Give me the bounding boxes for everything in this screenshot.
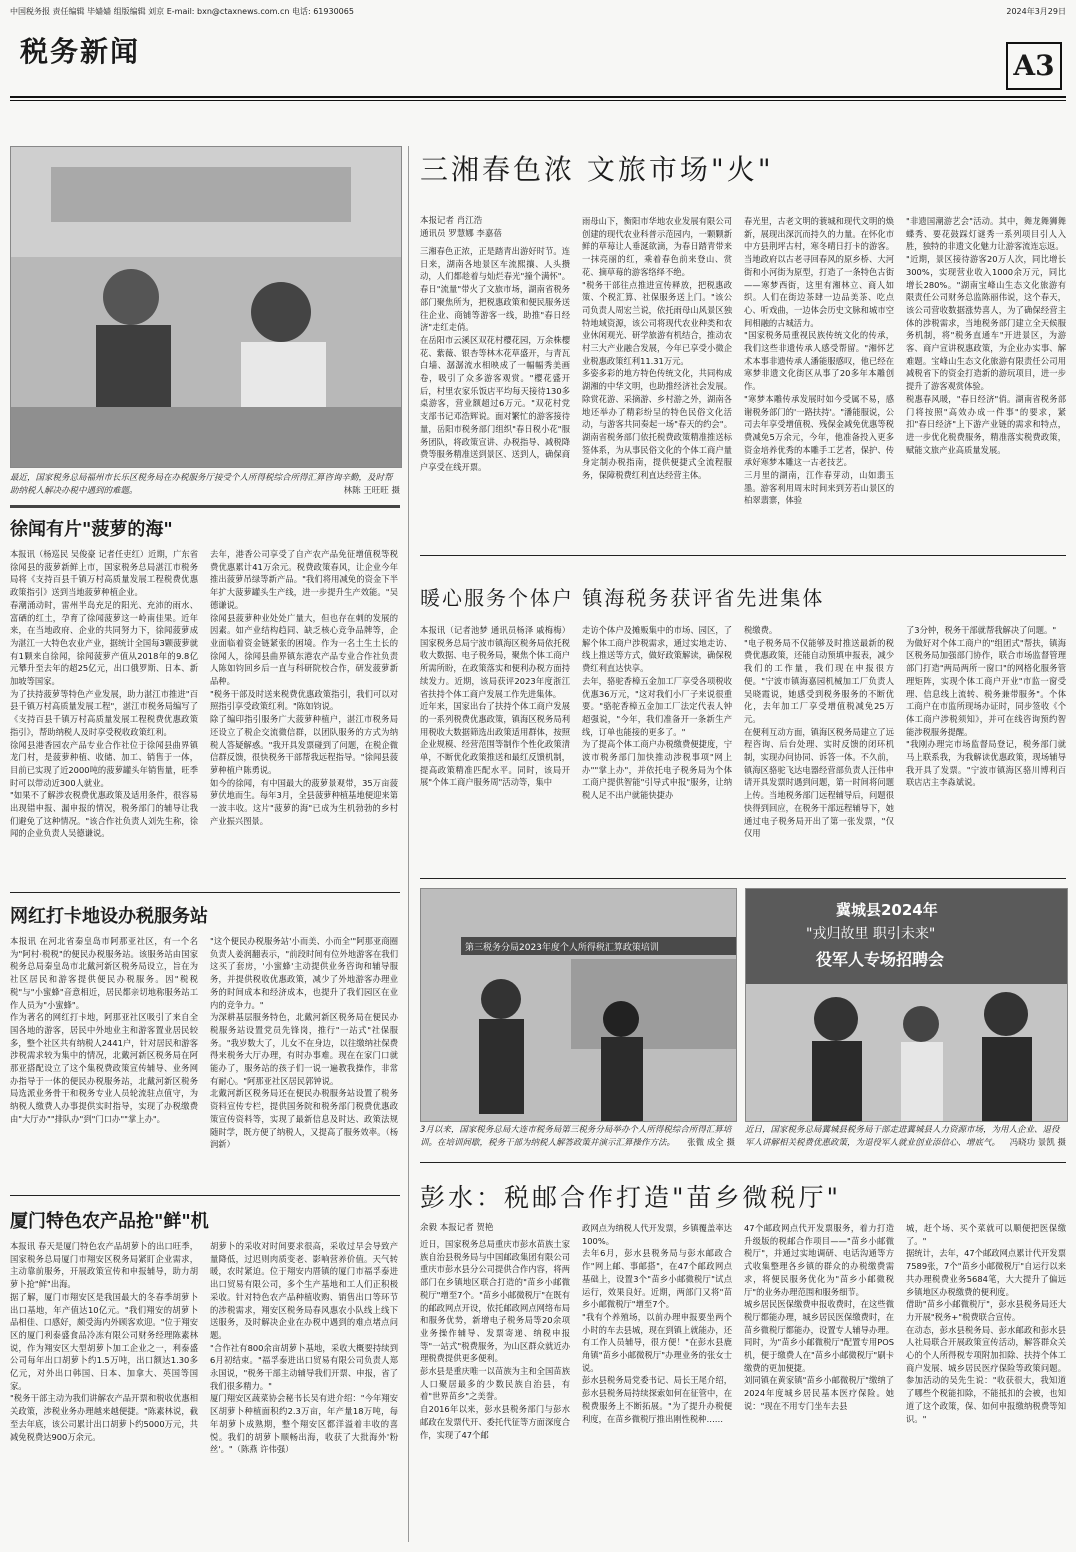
sanxiang-col1: 三湘春色正浓，正是踏青出游好时节。连日来，湖南各地景区车流熙攘、人头攒动，人们都趁着与灿烂春光"撞个满怀"。春日"流量"带火了文旅市场，湖南省税务部门聚焦所为，把税惠政策和便民服务送往企业、商铺等游客一线，助推"春日经济"走红走俏。 在岳阳市云溪区双花村樱花园，万余株樱花、紫薇、银杏等林木花草盛开，与青瓦白墙、潺潺流水相映成了一幅幅秀美画卷，吸引了众多游客观赏。"樱花盛开后，村里农家乐饭店平均每天接待130多桌游客，营业额超过6万元。"双花村党支部书记邓浩辉说。面对繁忙的游客接待量，岳阳市税务部门组织"春日税小花"服务团队，将政策宣讲、办税指导、减税降费等服务精准送到景区、送到人，确保商户享受在线开票。 (420, 246, 570, 472)
divider (420, 1162, 1066, 1163)
banner-title: 冀城县2024年 (836, 901, 938, 919)
photo-dalian-training (420, 888, 737, 1122)
caption-text: 最近，国家税务总局福州市长乐区税务局在办税服务厅接受个人所得税综合所得汇算咨询辛勤，及时帮助纳税人解决办税中遇到的难题。 (10, 473, 393, 496)
headline-wanghong: 网红打卡地设办税服务站 (10, 906, 208, 927)
wanghong-col1: 本报讯 在河北省秦皇岛市阿那亚社区，有一个名为"阿村·税税"的便民办税服务站。该服务站由国家税务总局秦皇岛市北戴河新区税务局设立，旨在为社区居民和游客提供便民办税服务。因"税税税"与"小蜜蜂"音意相近，居民都亲切地称服务站工作人员为"小蜜蜂"。 作为著名的网红打卡地，阿那亚社区吸引了来自全国各地的游客，居民中外地业主和游客置业居民较多，整个社区共有纳税人2441户，针对居民和游客涉税需求较为集中的情况，北戴河新区税务局在阿那亚搭配设立了这个集税费政策宣传辅导、业务网办指导于一体的便民办税服务站，北戴河新区税务局选派业务骨干和税务专业人员轮流驻点值守，为纳税人缴费人办事提供实时指导，实现了办税缴费由"大厅办""排队办"到"门口办""掌上办"。 (10, 936, 198, 1124)
header-info: 中国税务报 责任编辑 毕嫱嫱 组版编辑 刘京 E-mail: bxn@ctaxnews.com.cn 电话: 61930065 (10, 7, 354, 16)
photo-left2-caption (420, 1124, 735, 1150)
pengshui-col4: 城，赶个场、买个菜就可以顺便把医保缴了。" 据统计，去年，47个邮政网点累计代开发票7589张，7个"苗乡小邮微税厅"自运行以来共办理税费业务5684笔，大大提升了偏远乡镇地区办税缴费的便利度。 借助"苗乡小邮微税厅"，彭水县税务局还大力开展"税务+"税费联合宣传。 在动态，彭水县税务局、彭水邮政和彭水县人社局联合开展政策宣传活动，解答群众关心的个人所得税专项附加扣除、扶持个体工商户发展、城乡居民医疗保险等政策问题。参加活动的吴先生说："收获很大，我知道了哪些个税能扣除，不能抵扣的会被，也知道了这个政策，保、如何申报缴纳税费等知识。" (906, 1223, 1066, 1424)
divider (10, 892, 400, 893)
section-bar (10, 505, 400, 508)
caption-byline: 张微 成全 摄 (687, 1138, 735, 1148)
headline-sanxiang: 三湘春色浓 文旅市场"火" (420, 153, 774, 186)
photo-illustration (11, 147, 401, 467)
photo-illustration (421, 889, 736, 1121)
caption-text: 3月以来，国家税务总局大连市税务局第三税务分局举办个人所得税综合所得汇算培训。在培训间歇，税务干部为纳税人解答政策并演示汇算操作方法。 (420, 1125, 732, 1148)
sanxiang-col3: 春光里，古老文明的蓑城和现代文明的焕新，展现出深沉而持久的力量。在怀化市中方县荆坪古村，寒冬晴日打卡的游客。当地政府以古老寻回春风的原乡桥、大河街和小河街为原型，打造了一条特色古街——寒梦西街，这里有湘林立、商人如织。人们在街边茶肆一边品美茶、吃点心、听戏曲，一边体会历史文脉和城市空间相融的古城活力。 "国家税务局重视民族传统文化的传承，我们这些非遗传承人感受帮留。"湘怀艺术本事非遗传承人潘能服感叹，他已经在寒梦非遗文化街区从事了20多年本雕创作。 "寒梦本雕传承发展时如今受属不易，感谢税务部门的'一路扶持'。"潘能服说，公司去年享受增值税、残保金减免优惠等税费减免5万余元，今年，他准备投入更多资金培养优秀的本雕手工艺者，保护、传承好寒梦本雕这一古老技艺。 三月里的湖南，江作春芽动，山如翡玉墨。游客利用周末时间来到芳若山景区的柏翠翡寨，体验 (744, 216, 894, 506)
divider (10, 1195, 400, 1196)
sanxiang-correspondents: 通讯员 罗慧娜 李嘉蓓 (420, 228, 502, 239)
caption-byline: 冯晓功 景凯 摄 (1009, 1138, 1066, 1148)
photo-top-caption (10, 472, 400, 498)
section-title: 税务新闻 (20, 35, 141, 68)
banner-sub2: 役军人专场招聘会 (816, 950, 945, 969)
pineapple-col1: 本报讯（杨巡民 吴俊豪 记者任吏红）近期，广东省徐闻县的菠萝新鲜上市，国家税务总局湛江市税务局将《支持百县千镇万村高质量发展工程税费优惠政策指引》送到当地菠萝种植企业。 春潮涌动时，雷州半岛充足的阳光、充沛的雨水、富硒的红土，孕育了徐闻菠萝这一岭南佳果。近年来，在当地政府、企业的共同努力下，徐闻菠萝成为湛江一大特色农业产业，据统计全国每3颗菠萝就有1颗来自徐闻，徐闻菠萝产值从2018年的9.8亿元攀升至去年的超25亿元，出口俄罗斯、日本、新加坡等国家。 为了扶持菠萝等特色产业发展，助力湛江市推进"百县千镇万村高质量发展工程"，湛江市税务局编写了《支持百县千镇万村高质量发展工程税费优惠政策指引》，帮助纳税人及时享受税收政策红利。 徐闻县港香园农产品专业合作社位于徐闻县曲界镇龙门村，是菠萝种植、收储、加工、销售于一体，目前已实现了近2000吨的菠萝罐头年销售量，旺季时可以带动近300人就业。 "如果不了解涉农税费优惠政策及适用条件，很容易出现错申报、漏申报的情况，税务部门的辅导让我们避免了这种情况。"该合作社负责人刘先生称，徐闻的企业负责人吴德谦说。 (10, 549, 198, 839)
headline-pengshui: 彭水：税邮合作打造"苗乡微税厅" (420, 1183, 841, 1212)
photo-jicheng-job-fair (745, 888, 1068, 1122)
banner-sub: "戎归故里 职引未来" (806, 926, 936, 942)
sanxiang-col4: "非遗国潮游艺会"活动。其中，舞龙舞狮舞蝶秀、要花鼓踩灯谜秀一系列项目引人入胜，独特的非遗文化魅力让游客流连忘返。 "近期，景区接待游客20万人次，同比增长300%，实现营业收入1000余万元，同比增长280%。"湖南宝峰山生态文化旅游有限责任公司财务总监陈丽伟说，这个春天，该公司营收数据涨势喜人，为了确保经营主体的涉税需求，当地税务部门建立全天候服务机制，将"税务直通车"开进景区，为游客、商户宣讲税惠政策，为企业办实事、解难题。宝峰山生态文化旅游有限责任公司用减税省下的资金打造新的游玩项目，进一步提升了游客观赏体验。 税惠春风暖，"春日经济"俏。湖南省税务部门将按照"高效办成一件事"的要求，紧扣"春日经济"上下游产业链的需求和特点，进一步优化税费服务，精准落实税费政策，赋能文旅产业高质量发展。 (906, 216, 1066, 455)
headline-pineapple: 徐闻有片"菠萝的海" (10, 519, 173, 540)
column-divider (408, 146, 409, 1542)
zhenhai-col1: 本报讯（记者池梦 通讯员杨泽 戚梅梅）国家税务总局宁波市镇海区税务局依托税收大数据、电子税务局，聚焦个体工商户所需所盼，在政策落实和便利办税方面持续发力。近期，该局获评2023年度浙江省扶持个体工商户发展工作先进集体。 近年来，国家出台了扶持个体工商户发展的一系列税费优惠政策，镇海区税务局利用税收大数据筛选出政策适用群体，按照企业规模、经营范围等制作个性化政策清单，不断优化政策推送和最红反馈机制，提高政策精准匹配水平。同时，该局开展"个体工商户服务周"活动等，集中 (420, 625, 570, 788)
headline-zhenhai: 暖心服务个体户 镇海税务获评省先进集体 (420, 586, 825, 610)
xiamen-col2: 胡萝卜的采收对时间要求很高，采收过早会导致产量降低，过迟则肉质变老、影响营养价值。天气转暖，农时紧迫。位于翔安内厝镇的厦门市福孚泰进出口贸易有限公司，多个生产基地和工人们正积极采收。针对特色农产品种植收购、销售出口等环节的涉税需求，翔安区税务局春风惠农小队线上线下送服务，及时解决企业在办税中遇到的难点堵点问题。 "合作社有800余亩胡萝卜基地，采收大概要持续到6月初结束。"福孚泰进出口贸易有限公司负责人郑永国说，"税务干部主动辅导我们开票、申报，省了我们很多精力。" 厦门翔安区蔬菜协会秘书长吴有进介绍："今年翔安区胡萝卜种植面积约2.3万亩，年产量18万吨，每年胡萝卜成熟期，整个翔安区都洋溢着丰收的喜悦。我们的胡萝卜顺畅出海，收获了大批海外'粉丝'。"（陈燕 许伟强） (210, 1241, 398, 1455)
pengshui-col3: 47个邮政网点代开发票服务，着力打造升级版的税邮合作项目——"苗乡小邮微税厅"，并通过实地调研、电话沟通等方式收集整理各乡镇的群众的办税缴费需求，将便民服务优化为"苗乡小邮微税厅"的业务办理范围和服务细节。 城乡居民医保缴费申报收费时，在这些微税厅都能办理，城乡居民医保缴费时，在苗乡微税厅都能办，设置专人辅导办理。同时，为"苗乡小邮微税厅"配置专用POS机，便于缴费人在"苗乡小邮微税厅"刷卡缴费的更加便捷。 刘同镇在黄家镇"苗乡小邮微税厅"缴纳了2024年度城乡居民基本医疗保险。她说："现在不用专门坐车去县 (744, 1223, 894, 1411)
xiamen-col1: 本报讯 春天是厦门特色农产品胡萝卜的出口旺季，国家税务总局厦门市翔安区税务局紧盯企业需求，主动靠前服务，开展政策宣传和申报辅导，助力胡萝卜抢"鲜"出海。 据了解，厦门市翔安区是我国最大的冬春季胡萝卜出口基地，年产值达10亿元。"我们翔安的胡萝卜品相佳、口感好，颇受海内外顾客欢迎。"位于翔安区的厦门利泰盛食品冷冻有限公司财务经理陈素林说，作为翔安区大型胡萝卜加工企业之一，利泰盛公司每年出口胡萝卜约1.5万吨，出口额达1.30多亿元，对外出口韩国、日本、加拿大、英国等国家。 "税务干部主动为我们讲解农产品开票和税收优惠相关政策，涉税业务办理越来越便捷。"陈素林说，截至去年底，该公司累计出口胡萝卜约5000万元，共减免税费达900万余元。 (10, 1241, 198, 1442)
zhenhai-col3: 税缴费。 "电子税务局不仅能够及时推送最新的税费优惠政策，还能自动预填申报表，减少我们的工作量，我们现在申报很方便。"宁波市镇海嘉园机械加工厂负责人吴晓霞说，她感受到税务服务的不断优化，去年加工厂享受增值税减免25万元。 在便利互动方面，镇海区税务局建立了远程咨询、后台处理、实时反馈的闭环机制，实现办问协同、诉答一体。不久前，镇海区骆驼飞达电器经营部负责人汪伟申请开具发票时遇到问题，第一时间将问题上传。当地税务部门远程辅导后，问题很快得到回应，在税务干部远程辅导下，她通过电子税务局开出了第一张发票，"仅仅用 (744, 625, 894, 839)
caption-text: 近日，国家税务总局冀城县税务局干部走进冀城县人力资源市场，为用人企业、退役军人讲解相关税费优惠政策，为退役军人就业创业添信心、增底气。 (745, 1125, 1060, 1148)
sanxiang-byline (420, 215, 600, 240)
zhenhai-col2: 走访个体户及摊贩集中的市场、园区，了解个体工商户涉税需求，通过实地走访、线上推送等方式，做好政策解读，确保税费红利直达快享。 去年，骆驼香樟五金加工厂享受各项税收优惠36万元，"这对我们小厂子来说很重要。"骆驼香樟五金加工厂法定代表人钟超强说，"今年，我们准备开一条新生产线，订单也能接的更多了。" 为了提高个体工商户办税缴费便捷度，宁波市税务部门加快推动涉税事项"网上办""掌上办"，并依托电子税务局为个体工商户提供智能"引导式申报"服务，让纳税人足不出户就能快捷办 (582, 625, 732, 801)
header-bar (10, 4, 1066, 20)
photo-banner-text: 第三税务分局2023年度个人所得税汇算政策培训 (465, 943, 659, 953)
headline-xiamen: 厦门特色农产品抢"鲜"机 (10, 1211, 209, 1232)
masthead-rule-thin (10, 100, 1066, 101)
masthead-rule (10, 96, 1066, 98)
pengshui-col2: 政网点为纳税人代开发票，乡镇覆盖率达100%。 去年6月，彭水县税务局与彭水邮政合作"网上邮、事邮搭"，在47个邮政网点基础上，设置3个"苗乡小邮微税厅"试点运行，效果良好。近期，两部门又将"苗乡小邮微税厅"增至7个。 "我有个养殖场，以前办理申报要坐两个小时的车去县城，现在到镇上就能办，还有工作人员辅导，很方便！"在彭水县鹿角镇"苗乡小邮微税厅"办理业务的张女士说。 彭水县税务局党委书记、局长王尾介绍，彭水县税务局持续探索如何在征管中，在税费服务上不断拓展。"为了提升办税便利度，在苗乡微税厅推出刚性税种…… (582, 1223, 732, 1424)
header-date: 2024年3月29日 (1006, 7, 1066, 16)
pengshui-byline: 余毅 本报记者 贺艳 (420, 1223, 494, 1233)
photo-right2-caption (745, 1124, 1066, 1150)
page-number: A3 (1006, 42, 1062, 90)
pengshui-col1: 近日，国家税务总局重庆市彭水苗族土家族自治县税务局与中国邮政集团有限公司重庆市彭水县分公司提供合作内容，将两部门在乡镇地区联合打造的"苗乡小邮微税厅"增至7个。"苗乡小邮微税厅"在既有的邮政网点开设，依托邮政网点网络布局和服务优势，新增电子税务局等20余项业务操作辅导、发票寄递、纳税申报等"一站式"税费服务，为山区群众就近办理税费提供更多便利。 彭水县是重庆唯一以苗族为主和全国苗族人口聚居最多的少数民族自治县，有着"世界苗乡"之美誉。 自2016年以来，彭水县税务部门与彭水邮政在发票代开、委托代征等方面深度合作，实现了47个邮 (420, 1239, 570, 1440)
caption-byline: 林陈 王旺旺 摄 (343, 486, 400, 496)
zhenhai-col4: 了3分钟，税务干部就帮我解决了问题。" 为做好对个体工商户的"组团式"帮扶，镇海区税务局加强部门协作，联合市场监督管理部门打造"两局两所一窗口"的网格化服务管理矩阵，实现个体工商户开业"市监一窗受理、信息线上流转、税务兼带服务"。个体工商户在市监所现场办证时，同步签收《个体工商户涉税须知》，并可在线咨询预约智能涉税服务提醒。 "我刚办理完市场监督局登记，税务部门就马上联系我，为我解读优惠政策，现场辅导我开具了发票。"宁波市镇海区骆川博利百联店店主李淼斌说。 (906, 625, 1066, 788)
sanxiang-col2: 雨母山下，衡阳市华地农业发展有限公司创建的现代农业科普示范园内，一颗颗新鲜的草莓让人垂涎欲滴，为春日踏青带来一抹亮丽的红，乘着春色前来登山、赏花、摘草莓的游客络绎不绝。 "税务干部往点推进宣传释放，把税惠政策、个税汇算、社保服务送上门。"该公司负责人周宏兰说，依托雨母山风景区独特地域资源，该公司将现代农业种类和农业休闲观光、研学旅游有机结合，推动农村三大产业融合发展，今年已享受小微企业税惠政策红利11.31万元。 多姿多彩的地方特色传统文化，共同构成湖湘的中华文明，也助推经济社会发展。除赏花游、采摘游、乡村游之外，湖南各地还举办了精彩纷呈的特色民俗文化活动，与游客共同奏起一场"春天的约会"。湖南省税务部门依托税费政策精准推送标签体系，为从事民俗文化的个体工商户量身定制办税指南，提供便捷式全流程服务，保障税费红利直达经营主体。 (582, 216, 732, 481)
photo-tax-service-hall (10, 146, 402, 468)
wanghong-col2: "这个便民办税服务站'小而美、小而全'"阿那亚商圈负责人姜润翻表示，"前段时间有位外地游客在我们这买了套房，'小蜜蜂'主动提供业务咨询和辅导服务，并提供税收优惠政策，减少了外地游客办理业务的时间成本和经济成本，也提升了我们园区在业内的竞争力。" 为深耕基层服务特色，北戴河新区税务局在便民办税服务站设置党员先锋岗，推行"一站式"社保服务。"我岁数大了，儿女不在身边，以往缴纳社保费得来税务大厅办理，有时办事难。现在在家门口就能办了，服务站的孩子们一说一遍教我操作，非常有耐心。"阿那亚社区居民郭钟说。 北戴河新区税务局还在便民办税服务站设置了税务资料宣传专栏，提供国务院和税务部门税费优惠政策宣传资料等，实现了最新信息及时达、政策法规随时学，既方便了纳税人，又提高了服务效率。（杨润新） (210, 936, 398, 1150)
divider (420, 878, 1066, 879)
sanxiang-reporter: 本报记者 肖江浩 (420, 216, 483, 226)
divider (420, 555, 1066, 556)
pineapple-col2: 去年，港香公司享受了自产农产品免征增值税等税费优惠累计41万余元。税费政策春风，让企业今年推出菠萝吊绿等新产品。"我们将用减免的资金下半年扩大菠萝罐头生产线，进一步提升生产效能。"吴德谦说。 徐闻县菠萝种业处处广量大，但也存在刺的发展的因素。如产业结构趋同、缺乏核心竞争品牌等，企业面临着资金链紧张的困境。作为一名土生土长的徐闻人，徐闻县曲界镇东港农产品专业合作社负责人陈如钧回乡后一直与科研院校合作，研发菠萝新品种。 "税务干部及时送来税费优惠政策指引，我们可以对照指引享受政策红利。"陈如钧说。 除了编印指引服务广大菠萝种植户，湛江市税务局还设立了税企交流微信群，以团队服务的方式为纳税人答疑解惑。"我开具发票碰到了问题，在税企微信群反馈，很快税务干部帮我远程指导。"徐闻县菠萝种植户陈勇说。 如今的徐闻，有中国最大的菠萝景观带，35万亩菠萝伏地而生。每年3月，全县菠萝种植基地便迎来第一波丰收。这片"菠萝的海"已成为生机勃勃的乡村产业振兴图景。 (210, 549, 398, 826)
